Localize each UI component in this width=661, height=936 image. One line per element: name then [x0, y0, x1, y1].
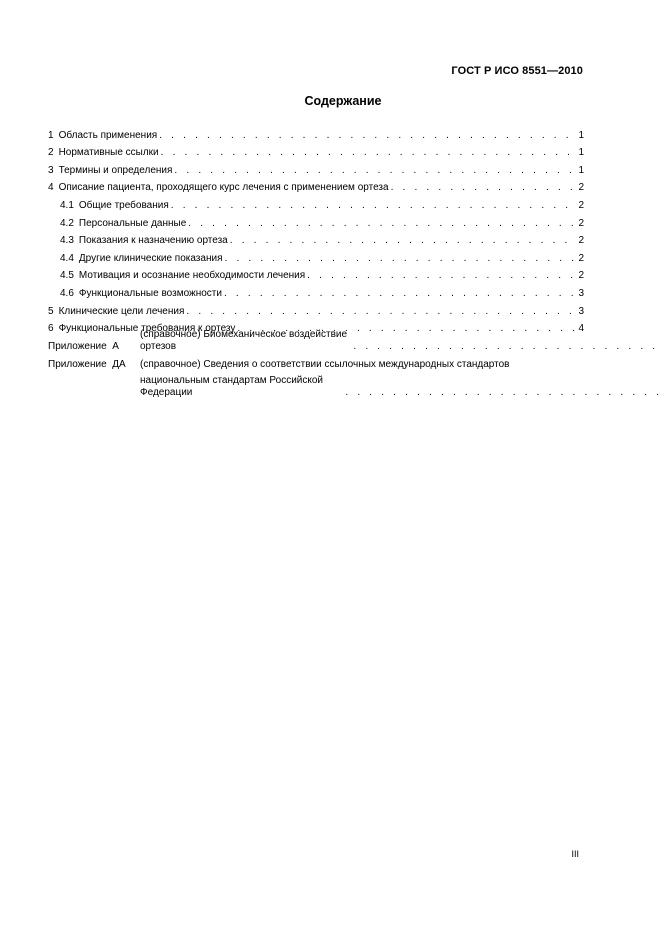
leader-dots: [353, 341, 661, 353]
leader-dots: [230, 235, 577, 247]
toc-entry[interactable]: [48, 247, 584, 265]
appendix-letter: А: [112, 340, 119, 352]
leader-dots: [224, 288, 576, 300]
toc-entry-title: Область применения: [58, 129, 158, 141]
toc-entry-number: 4.1: [60, 199, 74, 211]
appendix-letter: ДА: [112, 358, 126, 370]
toc-entry-number: 4.2: [60, 217, 74, 229]
page-title: Содержание: [304, 94, 382, 108]
appendix-label: Приложение: [48, 358, 107, 370]
toc-entry-title: Общие требования: [78, 199, 169, 211]
toc-entry-number: 4.4: [60, 252, 74, 264]
toc-entry[interactable]: [48, 142, 584, 160]
leader-dots: [224, 253, 576, 265]
leader-dots: [186, 306, 576, 318]
toc-entry-page: 2: [578, 199, 584, 211]
toc-entry-page: 2: [578, 217, 584, 229]
toc-entry-page: 3: [578, 287, 584, 299]
leader-dots: [171, 200, 577, 212]
leader-dots: [391, 182, 577, 194]
toc-entry-number: 3: [48, 164, 54, 176]
leader-dots: [161, 147, 577, 159]
toc-entry-title: Мотивация и осознание необходимости лечения: [78, 270, 306, 282]
toc-entry[interactable]: [48, 124, 584, 142]
toc-entry-title: Другие клинические показания: [78, 252, 223, 264]
toc-entry-title: Описание пациента, проходящего курс лечения с применением ортеза: [58, 182, 389, 194]
page-number: III: [571, 849, 579, 859]
leader-dots: [188, 218, 576, 230]
leader-dots: [159, 130, 576, 142]
toc-entry-title: Показания к назначению ортеза: [78, 235, 228, 247]
toc-entry-page: 1: [578, 164, 584, 176]
toc-entry-number: 1: [48, 129, 54, 141]
toc-entry-page: 1: [578, 129, 584, 141]
toc-appendix-da[interactable]: [48, 359, 584, 399]
toc-entry[interactable]: [48, 282, 584, 300]
toc-entry-number: 4: [48, 182, 54, 194]
appendix-label: Приложение: [48, 340, 107, 352]
toc-entry-title: Функциональные требования к ортезу: [58, 323, 236, 335]
toc-entry[interactable]: [48, 230, 584, 248]
toc-entry-page: 2: [578, 235, 584, 247]
toc-entry-page: 3: [578, 305, 584, 317]
toc-entry-number: 4.5: [60, 270, 74, 282]
toc-entry[interactable]: [48, 177, 584, 195]
leader-dots: [174, 165, 576, 177]
toc-entry-number: 5: [48, 305, 54, 317]
appendix-title: (справочное) Биомеханическое воздействие ортезов: [140, 328, 348, 352]
appendix-title-line2: национальным стандартам Российской Федерации: [140, 374, 324, 398]
table-of-contents: [48, 124, 584, 399]
toc-entry[interactable]: [48, 212, 584, 230]
toc-entry-number: 2: [48, 147, 54, 159]
toc-entry[interactable]: [48, 159, 584, 177]
leader-dots: [307, 270, 576, 282]
appendix-title-line1: (справочное) Сведения о соответствии ссылочных международных стандартов: [140, 358, 510, 370]
toc-entry-title: Термины и определения: [58, 164, 173, 176]
toc-entry-title: Функциональные возможности: [78, 287, 222, 299]
toc-entry-number: 6: [48, 323, 54, 335]
toc-entry-page: 2: [578, 182, 584, 194]
toc-entry-number: 4.6: [60, 287, 74, 299]
toc-entry-title: Персональные данные: [78, 217, 187, 229]
toc-entry-page: 2: [578, 252, 584, 264]
toc-entry[interactable]: [48, 194, 584, 212]
leader-dots: [345, 387, 661, 399]
toc-entry-number: 4.3: [60, 235, 74, 247]
document-code: ГОСТ Р ИСО 8551—2010: [451, 65, 583, 77]
toc-entry-page: 2: [578, 270, 584, 282]
toc-entry-title: Нормативные ссылки: [58, 147, 159, 159]
toc-entry-title: Клинические цели лечения: [58, 305, 185, 317]
toc-entry-page: 4: [578, 323, 584, 335]
toc-entry[interactable]: [48, 300, 584, 318]
toc-entry[interactable]: [48, 265, 584, 283]
toc-entry-page: 1: [578, 147, 584, 159]
